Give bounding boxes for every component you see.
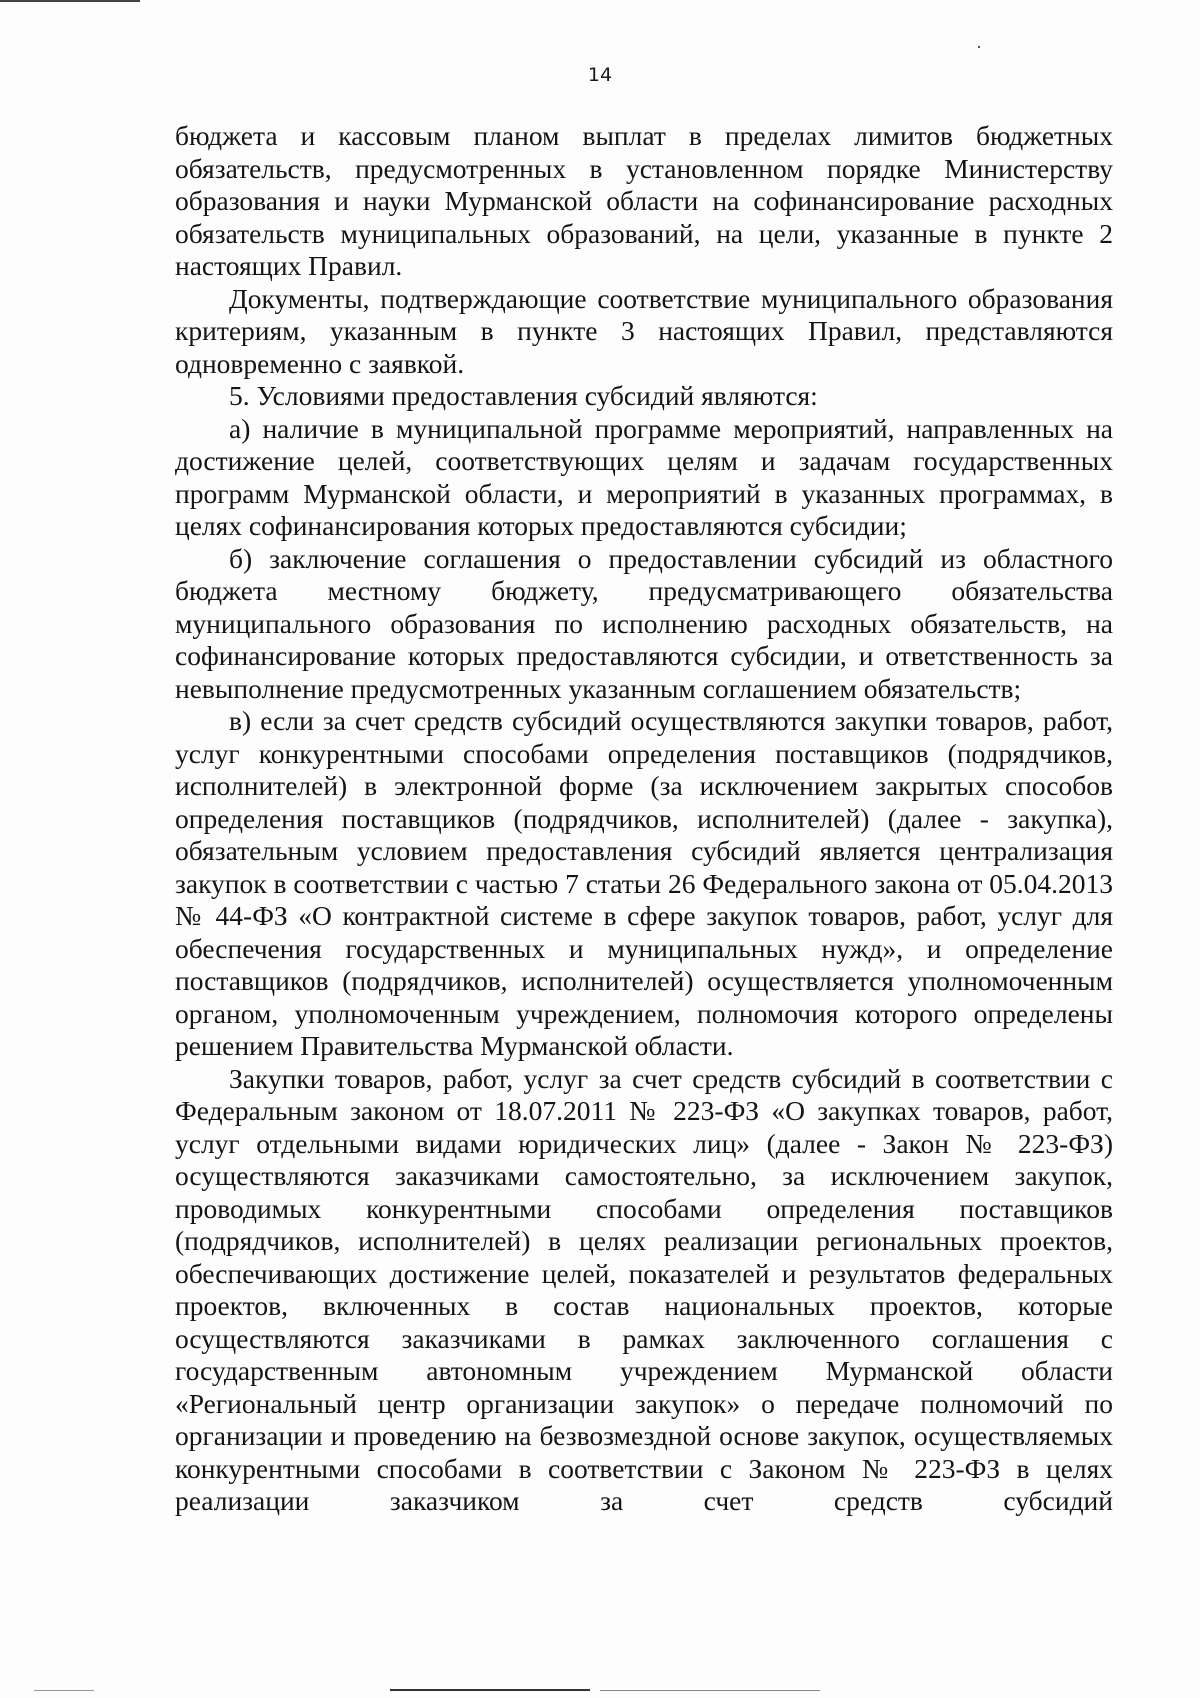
paragraph-continuation: бюджета и кассовым планом выплат в пределах лимитов бюджетных обязательств, предусмотренных в установленном порядке Министерству образования и науки Мурманской области на софинансирование расходных обязательств муниципальных образований, на цели, указанные в пункте 2 настоящих Правил. [175, 120, 1113, 281]
paragraph-item-v: в) если за счет средств субсидий осуществляются закупки товаров, работ, услуг конкурентными способами определения поставщиков (подрядчиков, исполнителей) в электронной форме (за исключением закрытых способов определения поставщиков (подрядчиков, исполнителей) (далее - закупка), обязательным условием предоставления субсидий является централизация закупок в соответствии с частью 7 статьи 26 Федерального закона от 05.04.2013 № 44-ФЗ «О контрактной системе в сфере закупок товаров, работ, услуг для обеспечения государственных и муниципальных нужд», и определение поставщиков (подрядчиков, исполнителей) осуществляется уполномоченным органом, уполномоченным учреждением, полномочия которого определены решением Правительства Мурманской области. [175, 705, 1113, 1061]
paragraph-documents: Документы, подтверждающие соответствие муниципального образования критериям, указанным в пункте 3 настоящих Правил, представляются одновременно с заявкой. [175, 282, 1113, 379]
paragraph-item-5: 5. Условиями предоставления субсидий являются: [229, 380, 818, 411]
paragraph-item-b: б) заключение соглашения о предоставлении субсидий из областного бюджета местному бюджету, предусматривающего обязательства муниципального образования по исполнению расходных обязательств, на софинансирование которых предоставляются субсидии, и ответственность за невыполнение предусмотренных указанным соглашением обязательств; [175, 542, 1113, 704]
paragraph-item-a: а) наличие в муниципальной программе мероприятий, направленных на достижение целей, соответствующих целям и задачам государственных программ Мурманской области, и мероприятий в указанных программах, в целях софинансирования которых предоставляются субсидии; [175, 412, 1113, 541]
scan-artifact-bottom-bar-faint [600, 1690, 820, 1691]
scan-artifact-bottom-left [34, 1690, 94, 1691]
scan-artifact-dot [978, 46, 980, 48]
paragraph-procurement: Закупки товаров, работ, услуг за счет средств субсидий в соответствии с Федеральным законом от 18.07.2011 № 223-ФЗ «О закупках товаров, работ, услуг отдельными видами юридических лиц» (далее - Закон № 223-ФЗ) осуществляются заказчиками самостоятельно, за исключением закупок, проводимых конкурентными способами определения поставщиков (подрядчиков, исполнителей) в целях реализации региональных проектов, обеспечивающих достижение целей, показателей и результатов федеральных проектов, включенных в состав национальных проектов, которые осуществляются заказчиками в рамках заключенного соглашения с государственным автономным учреждением Мурманской области «Региональный центр организации закупок» о передаче полномочий по организации и проведению на безвозмездной основе закупок, осуществляемых конкурентными способами в соответствии с Законом № 223-ФЗ в целях реализации заказчиком за счет средств субсидий [175, 1062, 1113, 1516]
document-body [175, 120, 1113, 1518]
page-number: 14 [587, 64, 613, 86]
scan-artifact-bottom-bar [390, 1689, 590, 1691]
scan-artifact-top [0, 0, 140, 2]
